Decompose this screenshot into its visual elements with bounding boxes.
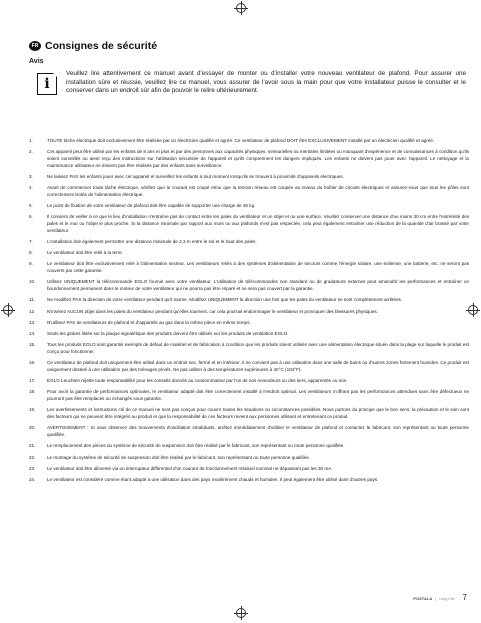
list-item-text: Tous les produits EGLO sont garantis exempts de défaut de matériel et de fabrication à condition que les produits soient utilisés avec une alimentation électrique située dans la plage sur laquelle le produit est conçu pour fonctionner.: [47, 342, 469, 354]
registration-mark-right: [468, 305, 478, 315]
list-item-text: Les avertissements et instructions clé de ce manuel ne sont pas conçus pour couvrir toutes les situations ou circonstances possibles. Nous partons du principe que le bon sens, la précaution et le soin sont des facteurs qui ne peuvent être intégrés au produit et que la responsabilité de ces facteurs revient aux personnes utilisant et entretenant ce produit.: [47, 407, 469, 420]
list-item: [29, 331, 469, 338]
list-item-number: 12.: [29, 308, 36, 314]
registration-mark-top: [236, 3, 246, 13]
footer-separator: |: [435, 597, 437, 601]
list-item-text: L'installation doit également permettre une distance minimale de 2,3 m entre le sol et le haut des pales.: [47, 239, 257, 245]
list-item: [29, 214, 469, 234]
info-manual-icon: i: [37, 73, 57, 95]
list-item-number: 17.: [29, 378, 36, 384]
list-item: [29, 185, 469, 199]
list-item-text: EGLO Leuchten rejette toute responsabilité pour les conseils donnés au consommateur par l'un de nos revendeurs ou des tiers, apparentés ou non.: [47, 378, 348, 384]
list-item-number: 4.: [29, 185, 33, 191]
list-item: [29, 389, 469, 403]
list-item: [29, 174, 469, 181]
list-item-number: 16.: [29, 360, 36, 366]
list-item-text: Le ventilateur doit être exclusivement relié à l'alimentation secteur. Les ventilateurs reliés à des systèmes d'alimentation de secours comme l'énergie solaire, une éolienne, une batterie, etc. ne seront pas couverts par cette garantie.: [47, 261, 469, 274]
list-item: [29, 250, 469, 257]
list-item: [29, 477, 469, 484]
list-item: [29, 203, 469, 210]
list-item-text: Ce ventilateur de plafond doit uniquement être utilisé dans un endroit sec, fermé et en intérieur. Il ne convient pas à une utilisation dans une salle de bains ou d'autres zones fortement humides. Ce produit est uniquement destiné à une utilisation par des ménages privés. Ne pas utiliser à des températures supérieures à 40°C (104°F).: [47, 360, 469, 372]
list-item-number: 3.: [29, 173, 33, 179]
list-item-text: Le ventilateur doit être relié à la terre.: [47, 250, 124, 256]
list-item-number: 8.: [29, 250, 33, 256]
list-item-text: Il convient de veiller à ce que le lieu d'installation n'entraîne pas de contact entre les pales du ventilateur et un objet et ou une surface. Veuillez conserver une distance d'au moins 30 cm entre l'extrémité des pales et le mur ou l'objet le plus proche. Si la distance minimale par rapport aux murs ou aux plafonds n'est pas respectée, cela peut également entraîner une réduction de la quantité d'air brassé par votre ventilateur.: [47, 214, 469, 233]
list-item: [29, 360, 469, 374]
list-item: [29, 279, 469, 293]
list-item-number: 7.: [29, 239, 33, 245]
list-item-number: 14.: [29, 331, 36, 337]
list-item: [29, 443, 469, 450]
list-item-number: 24.: [29, 476, 36, 482]
list-item-text: Cet appareil peut être utilisé par les enfants de 8 ans et plus et par des personnes aux capacités physiques, sensorielles ou mentales limitées ou manquant d'expérience et de connaissances à condition qu'ils soient surveillés ou aient reçu des instructions sur l'utilisation sécurisée de l'appareil et qu'ils comprennent les dangers impliqués. Les enfants ne doivent pas jouer avec l'appareil. Le nettoyage et la maintenance utilisateur ne doivent pas être réalisés par des enfants sans surveillance.: [47, 149, 469, 168]
list-item: [29, 320, 469, 327]
list-item-text: Le montage du système de sécurité de suspension doit être réalisé par le fabricant, son représentant ou toute personne qualifiée.: [47, 454, 311, 460]
list-item: [29, 138, 469, 145]
list-item-number: 15.: [29, 342, 36, 348]
list-item-number: 6.: [29, 214, 33, 220]
list-item: [29, 466, 469, 473]
list-item-text: Seuls les globes listés sur la plaque signalétique des produits doivent être utilisés sur les produits de ventilation EGLO.: [47, 331, 289, 337]
list-item-number: 11.: [29, 297, 36, 303]
section-header: [29, 40, 157, 52]
list-item-number: 5.: [29, 203, 33, 209]
list-item-number: 21.: [29, 443, 36, 449]
list-item-text: Utilisez UNIQUEMENT la télécommande EGLO fournie avec votre ventilateur. L'utilisation de télécommandes non standard ou de gradateurs externes peut amoindrir les performances et entraîner un bourdonnement permanent dans le moteur de votre ventilateur qui ne pourra pas être réparé et ne sera pas couvert par la garantie.: [47, 279, 469, 292]
list-item-number: 22.: [29, 454, 36, 460]
list-item: [29, 309, 469, 316]
list-item-number: 1.: [29, 138, 33, 143]
language-badge: FR: [29, 41, 41, 51]
list-item: [29, 407, 469, 421]
list-item-text: TOUTE tâche électrique doit exclusivement être réalisée par un électricien qualifié et agréé. Ce ventilateur de plafond DOIT être EXCLUSIVEMENT installé par un électricien qualifié et agréé.: [47, 138, 435, 143]
list-item: [29, 342, 469, 356]
list-item-text: Ne modifiez PAS la direction de votre ventilateur pendant qu'il tourne. Modifiez UNIQUEMENT la direction une fois que les pales du ventilateur se sont complètement arrêtées.: [47, 297, 403, 303]
list-item: [29, 455, 469, 462]
list-item-text: Ne laissez PAS les enfants jouer avec cet appareil et surveillez les enfants à tout moment lorsqu'ils se trouvent à proximité d'appareils électriques.: [47, 173, 344, 179]
list-item-text: Le ventilateur doit être alimenté via un interrupteur différentiel d'un courant de fonctionnement résiduel nominal ne dépassant pas les 30 mA.: [47, 465, 333, 471]
footer-brand: POSTALA: [413, 597, 433, 601]
safety-instructions-list: [29, 138, 469, 488]
list-item-number: 9.: [29, 261, 33, 267]
list-item: [29, 261, 469, 275]
list-item-number: 19.: [29, 407, 36, 413]
list-item-number: 18.: [29, 389, 36, 395]
registration-mark-left: [3, 305, 13, 315]
list-item: [29, 378, 469, 385]
list-item: [29, 149, 469, 169]
page-number: 7: [462, 593, 467, 602]
list-item: [29, 297, 469, 304]
list-item-number: 20.: [29, 425, 36, 431]
list-item-text: N'utilisez PAS de ventilateurs de plafond et d'appareils au gaz dans la même pièce en même temps.: [47, 319, 251, 325]
list-item-number: 13.: [29, 319, 36, 325]
list-item-number: 2.: [29, 149, 33, 155]
list-item: [29, 239, 469, 246]
list-item-number: 23.: [29, 465, 36, 471]
list-item-number: 10.: [29, 279, 36, 285]
list-item-text: AVERTISSEMENT : Si vous observez des mouvements d'oscillation inhabituels, arrêtez immédiatement d'utiliser le ventilateur de plafond et contactez le fabricant, son représentant ou toute personne qualifiée.: [47, 425, 469, 438]
footer-model: Long Fan: [439, 597, 455, 601]
registration-mark-bottom: [236, 608, 246, 618]
notice-heading: Avis: [29, 58, 44, 65]
list-item-text: Pour avoir la garantie de performances optimales, le ventilateur adapté doit être correctement installé à l'endroit optimal. Les ventilateurs n'offrant pas les performances attendues sans être défectueux ne pourront pas être remplacés ou échangés sous garantie.: [47, 389, 469, 402]
page-footer: [413, 593, 467, 602]
list-item-text: Le point de fixation de votre ventilateur de plafond doit être capable de supporter une charge de 45 kg.: [47, 203, 256, 209]
list-item-text: Le remplacement des pièces du système de sécurité de suspension doit être réalisé par le fabricant, son représentant ou toute personne qualifiée.: [47, 443, 345, 449]
list-item: [29, 425, 469, 439]
intro-paragraph: Veuillez lire attentivement ce manuel avant d'essayer de monter ou d'installer votre nouveau ventilateur de plafond. Pour assurer une installation sûre et réussie, veuillez lire ce manuel, vous assurer de l'avoir sous la main pour que votre installateur puisse le consulter et le conserver dans un endroit sûr afin de pouvoir le relire ultérieurement.: [66, 70, 466, 95]
list-item-text: Avant de commencer toute tâche électrique, vérifiez que le courant est coupé et/ou que la tension réseau est coupée au niveau du boîtier de circuits électriques et assurez-vous que tous les pôles sont correctement isolés de l'alimentation électrique.: [47, 185, 469, 197]
list-item-text: Le ventilateur est considéré comme étant adapté à une utilisation dans des pays modérément chauds et humides. Il peut également être utilisé dans d'autres pays.: [47, 476, 379, 482]
list-item-text: N'insérez AUCUN objet dans les pales du ventilateur pendant qu'elles tournent, car cela pourrait endommager le ventilateur et provoquer des blessures physiques.: [47, 308, 378, 314]
page-title: Consignes de sécurité: [45, 40, 158, 52]
